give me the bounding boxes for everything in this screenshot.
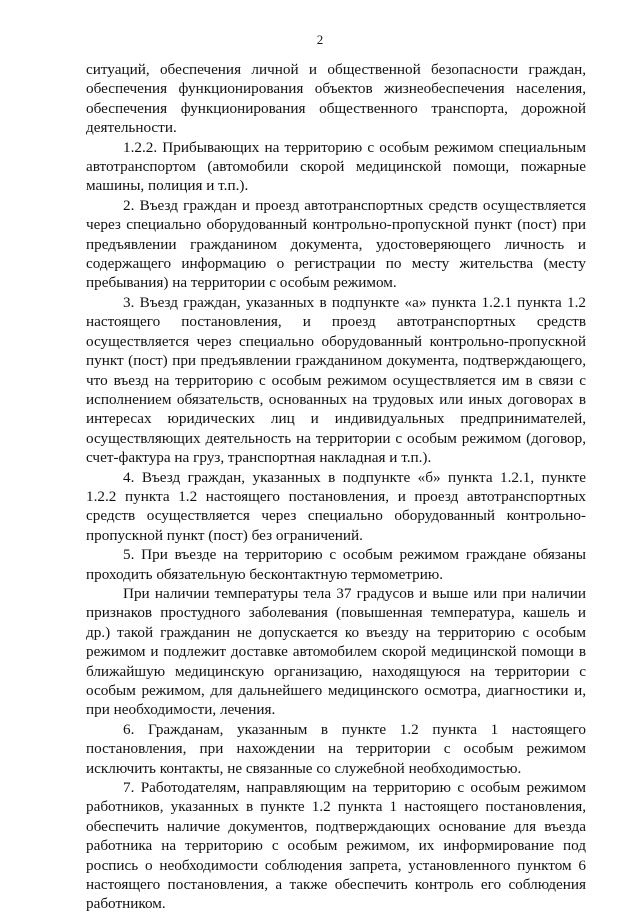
paragraph-3: 3. Въезд граждан, указанных в подпункте «а» пункта 1.2.1 пункта 1.2 настоящего постановления, и проезд автотранспортных средств осуществляется через специально оборудованный контрольно-пропускной пункт (пост) при предъявлении гражданином документа, подтверждающего, что въезд на территорию с особым режимом осуществляется им в связи с исполнением обязательств, основанных на трудовых или иных договорах в интересах юридических лиц и индивидуальных предпринимателей, осуществляющих деятельность на территории с особым режимом (договор, счет-фактура на груз, транспортная накладная и т.п.).	[86, 293, 586, 467]
paragraph-1-2-2: 1.2.2. Прибывающих на территорию с особым режимом специальным автотранспортом (автомобили скорой медицинской помощи, пожарные машины, полиция и т.п.).	[86, 138, 586, 195]
paragraph-2: 2. Въезд граждан и проезд автотранспортных средств осуществляется через специально оборудованный контрольно-пропускной пункт (пост) при предъявлении гражданином документа, удостоверяющего личность и содержащего информацию о регистрации по месту жительства (месту пребывания) на территории с особым режимом.	[86, 196, 586, 292]
paragraph-4: 4. Въезд граждан, указанных в подпункте «б» пункта 1.2.1, пункте 1.2.2 пункта 1.2 настоящего постановления, и проезд автотранспортных средств осуществляется через специально оборудованный контрольно-пропускной пункт (пост) без ограничений.	[86, 468, 586, 544]
paragraph-5: 5. При въезде на территорию с особым режимом граждане обязаны проходить обязательную бесконтактную термометрию.	[86, 546, 586, 583]
paragraph-7: 7. Работодателям, направляющим на территорию с особым режимом работников, указанных в пункте 1.2 пункта 1 настоящего постановления, обеспечить наличие документов, подтверждающих основание для въезда работника на территорию с особым режимом, их информирование под роспись о необходимости соблюдения запрета, установленного пунктом 6 настоящего постановления, а также обеспечить контроль его соблюдения работником.	[86, 779, 586, 913]
paragraph-continuation: ситуаций, обеспечения личной и общественной безопасности граждан, обеспечения функционирования объектов жизнеобеспечения населения, обеспечения функционирования общественного транспорта, дорожной деятельности.	[86, 61, 586, 137]
paragraph-6: 6. Гражданам, указанным в пункте 1.2 пункта 1 настоящего постановления, при нахождении на территории с особым режимом исключить контакты, не связанные со служебной необходимостью.	[86, 720, 586, 777]
document-body	[86, 60, 586, 914]
page-number: 2	[316, 32, 324, 47]
paragraph-5-temperature: При наличии температуры тела 37 градусов и выше или при наличии признаков простудного заболевания (повышенная температура, кашель и др.) такой гражданин не допускается ко въезду на территорию с особым режимом и подлежит доставке автомобилем скорой медицинской помощи в ближайшую медицинскую организацию, находящуюся на территории с особым режимом, для дальнейшего медицинского осмотра, диагностики и, при необходимости, лечения.	[86, 584, 586, 719]
